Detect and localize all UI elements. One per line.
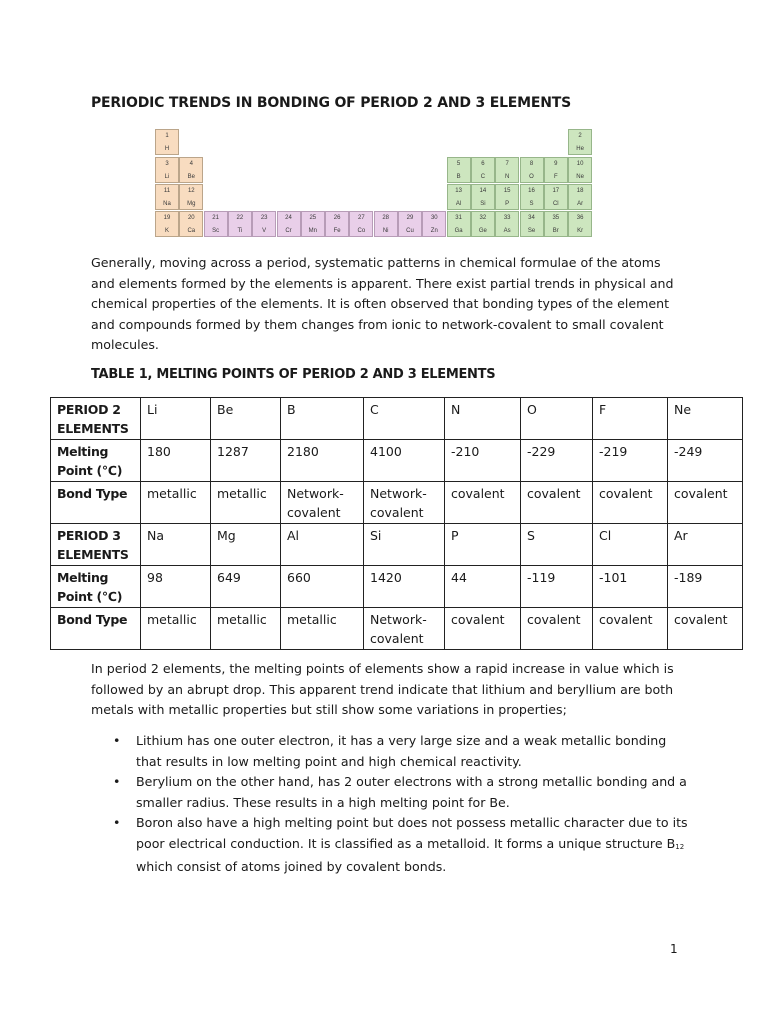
table-cell: P	[445, 524, 521, 566]
table-cell: metallic	[211, 482, 281, 524]
element-number: 2	[578, 133, 582, 139]
table-cell: N	[445, 398, 521, 440]
element-symbol: Ge	[478, 228, 487, 234]
table-cell: 44	[445, 566, 521, 608]
table-cell: Al	[281, 524, 364, 566]
element-symbol: Ne	[576, 174, 584, 180]
table-cell: covalent	[668, 482, 743, 524]
table-caption: TABLE 1, MELTING POINTS OF PERIOD 2 AND 3 ELEMENTS	[91, 367, 496, 382]
element-number: 20	[187, 215, 195, 221]
table-cell: metallic	[141, 482, 211, 524]
element-symbol: V	[262, 228, 267, 234]
period2-paragraph: In period 2 elements, the melting points of elements show a rapid increase in value which is followed by an abrupt drop. This apparent trend indicate that lithium and beryllium are both metals with metallic properties but still show some variations in properties;	[91, 661, 674, 717]
row-header: PERIOD 2 ELEMENTS	[51, 398, 141, 440]
element-symbol: Ti	[237, 228, 243, 234]
element-symbol: Ga	[454, 228, 463, 234]
element-symbol: Co	[357, 228, 366, 234]
element-cell	[568, 184, 592, 210]
element-cell	[374, 211, 398, 237]
element-cell	[544, 157, 568, 183]
element-symbol: Br	[552, 228, 559, 234]
row-header: Melting Point (℃)	[51, 440, 141, 482]
element-symbol: Cl	[552, 201, 559, 207]
element-symbol: Sc	[212, 228, 220, 234]
element-number: 5	[456, 161, 461, 167]
table-cell: Be	[211, 398, 281, 440]
table-cell: -219	[593, 440, 668, 482]
bullet-text: Lithium has one outer electron, it has a very large size and a weak metallic bonding that results in low melting point and high chemical reactivity.	[136, 733, 667, 769]
bullet-text	[136, 815, 688, 874]
table-cell: metallic	[281, 608, 364, 650]
element-number: 13	[455, 188, 462, 194]
element-symbol: He	[576, 146, 584, 152]
element-number: 11	[163, 188, 171, 194]
element-number: 14	[479, 188, 487, 194]
element-cell	[228, 211, 252, 237]
table-cell: -249	[668, 440, 743, 482]
table-cell: covalent	[668, 608, 743, 650]
element-number: 6	[481, 161, 485, 167]
element-symbol: Kr	[577, 228, 584, 234]
table-row	[51, 566, 743, 608]
element-cell	[471, 157, 495, 183]
table-cell: covalent	[445, 608, 521, 650]
table-cell: Network-covalent	[364, 482, 445, 524]
table-cell: Cl	[593, 524, 668, 566]
table-cell: Network-covalent	[281, 482, 364, 524]
element-cell	[155, 211, 179, 237]
element-number: 30	[430, 215, 438, 221]
element-cell	[204, 211, 228, 237]
element-cell	[398, 211, 422, 237]
element-number: 12	[187, 188, 195, 194]
bullet-dot: •	[113, 774, 121, 789]
table-cell: covalent	[521, 608, 593, 650]
boron-text-tail: which consist of atoms joined by covalent bonds.	[136, 859, 447, 874]
element-symbol: Se	[527, 228, 536, 234]
element-number: 32	[479, 215, 487, 221]
table-row	[51, 524, 743, 566]
element-number: 15	[503, 188, 511, 194]
element-number: 3	[165, 161, 169, 167]
table-cell: 98	[141, 566, 211, 608]
element-cell	[447, 157, 471, 183]
table-cell: 180	[141, 440, 211, 482]
element-symbol: Li	[164, 174, 170, 180]
bullet-dot: •	[113, 815, 121, 830]
element-symbol: P	[505, 201, 510, 207]
element-symbol: Cu	[406, 228, 414, 234]
element-cell	[520, 157, 544, 183]
element-cell	[155, 129, 179, 155]
element-symbol: Ca	[187, 228, 196, 234]
element-cell	[520, 184, 544, 210]
element-number: 27	[358, 215, 365, 221]
table-cell: -119	[521, 566, 593, 608]
element-cell	[568, 129, 592, 155]
element-cell	[471, 211, 495, 237]
element-cell	[155, 184, 179, 210]
table-cell: Li	[141, 398, 211, 440]
element-cell	[568, 157, 592, 183]
table-cell: covalent	[445, 482, 521, 524]
table-cell: O	[521, 398, 593, 440]
element-number: 29	[406, 215, 414, 221]
element-number: 26	[333, 215, 341, 221]
element-symbol: H	[164, 146, 170, 152]
table-cell: Mg	[211, 524, 281, 566]
element-cell	[520, 211, 544, 237]
element-number: 10	[576, 161, 584, 167]
table-cell: covalent	[521, 482, 593, 524]
boron-text: Boron also have a high melting point but does not possess metallic character due to its poor electrical conduction. It is classified as a metalloid. It forms a unique structure B	[136, 815, 688, 851]
element-cell	[349, 211, 373, 237]
element-symbol: F	[553, 174, 558, 180]
element-symbol: As	[503, 228, 511, 234]
element-symbol: Si	[480, 201, 486, 207]
element-cell	[495, 211, 519, 237]
table-cell: Ar	[668, 524, 743, 566]
element-number: 31	[455, 215, 462, 221]
table-cell: covalent	[593, 608, 668, 650]
table-cell: S	[521, 524, 593, 566]
melting-points-table	[50, 397, 743, 650]
table-cell: 1420	[364, 566, 445, 608]
element-symbol: Ar	[577, 201, 584, 207]
table-cell: 2180	[281, 440, 364, 482]
table-cell: C	[364, 398, 445, 440]
element-cell	[447, 184, 471, 210]
element-cell	[155, 157, 179, 183]
element-number: 28	[382, 215, 390, 221]
element-cell	[422, 211, 446, 237]
bullet-dot: •	[113, 733, 121, 748]
table-row	[51, 440, 743, 482]
element-number: 19	[163, 215, 171, 221]
table-cell: 660	[281, 566, 364, 608]
table-cell: -229	[521, 440, 593, 482]
table-cell: -210	[445, 440, 521, 482]
element-number: 24	[285, 215, 292, 221]
table-row	[51, 608, 743, 650]
intro-paragraph: Generally, moving across a period, systematic patterns in chemical formulae of the atoms and elements formed by the elements is apparent. There exist partial trends in physical and chemical properties of the elements. It is often observed that bonding types of the element and compounds formed by them changes from ionic to network-covalent to small covalent molecules.	[91, 255, 674, 352]
element-symbol: K	[164, 228, 169, 234]
element-number: 7	[505, 161, 509, 167]
element-number: 8	[529, 161, 534, 167]
element-cell	[495, 184, 519, 210]
table-cell: -101	[593, 566, 668, 608]
element-cell	[301, 211, 325, 237]
row-header: Bond Type	[51, 608, 141, 650]
element-cell	[544, 211, 568, 237]
element-number: 35	[552, 215, 560, 221]
element-cell	[568, 211, 592, 237]
element-cell	[495, 157, 519, 183]
element-number: 22	[236, 215, 244, 221]
row-header: Melting Point (℃)	[51, 566, 141, 608]
bullet-list	[108, 731, 688, 878]
bullet-item-boron	[108, 813, 688, 878]
table-cell: Na	[141, 524, 211, 566]
element-number: 18	[576, 188, 584, 194]
table-cell: Ne	[668, 398, 743, 440]
element-symbol: Fe	[333, 228, 341, 234]
element-symbol: Mn	[308, 228, 317, 234]
element-number: 33	[503, 215, 511, 221]
table-cell: Network-covalent	[364, 608, 445, 650]
table-cell: Si	[364, 524, 445, 566]
element-number: 36	[576, 215, 584, 221]
element-number: 9	[554, 161, 558, 167]
table-cell: metallic	[141, 608, 211, 650]
table-cell: F	[593, 398, 668, 440]
element-number: 16	[528, 188, 535, 194]
element-number: 4	[189, 161, 193, 167]
element-cell	[179, 211, 203, 237]
bullet-item-beryllium	[108, 772, 688, 813]
table-cell: -189	[668, 566, 743, 608]
table-cell: B	[281, 398, 364, 440]
table-cell: covalent	[593, 482, 668, 524]
page-number: 1	[670, 942, 678, 956]
element-symbol: Na	[163, 201, 171, 207]
element-number: 34	[528, 215, 535, 221]
element-cell	[544, 184, 568, 210]
element-symbol: Cr	[285, 228, 292, 234]
element-symbol: Be	[187, 174, 195, 180]
bullet-item-lithium	[108, 731, 688, 772]
element-cell	[447, 211, 471, 237]
table-cell: metallic	[211, 608, 281, 650]
element-cell	[325, 211, 349, 237]
element-number: 21	[212, 215, 219, 221]
row-header: Bond Type	[51, 482, 141, 524]
element-symbol: N	[505, 174, 510, 180]
element-cell	[252, 211, 276, 237]
element-symbol: S	[529, 201, 534, 207]
element-symbol: Ni	[382, 228, 389, 234]
element-number: 17	[552, 188, 560, 194]
table-cell: 1287	[211, 440, 281, 482]
boron-subscript: 12	[675, 842, 685, 851]
element-cell	[277, 211, 301, 237]
element-symbol: Mg	[187, 201, 196, 207]
table-cell: 649	[211, 566, 281, 608]
element-symbol: B	[456, 174, 461, 180]
page-title: PERIODIC TRENDS IN BONDING OF PERIOD 2 AND 3 ELEMENTS	[91, 95, 572, 111]
element-number: 1	[165, 133, 169, 139]
element-number: 23	[260, 215, 268, 221]
element-number: 25	[309, 215, 317, 221]
element-symbol: Al	[455, 201, 462, 207]
element-symbol: O	[529, 174, 534, 180]
table-row	[51, 482, 743, 524]
element-cell	[179, 184, 203, 210]
table-row	[51, 398, 743, 440]
row-header: PERIOD 3 ELEMENTS	[51, 524, 141, 566]
bullet-text: Berylium on the other hand, has 2 outer electrons with a strong metallic bonding and a smaller radius. These results in a high melting point for Be.	[136, 774, 687, 810]
element-cell	[471, 184, 495, 210]
table-cell: 4100	[364, 440, 445, 482]
element-cell	[179, 157, 203, 183]
element-symbol: C	[480, 174, 486, 180]
element-symbol: Zn	[430, 228, 438, 234]
